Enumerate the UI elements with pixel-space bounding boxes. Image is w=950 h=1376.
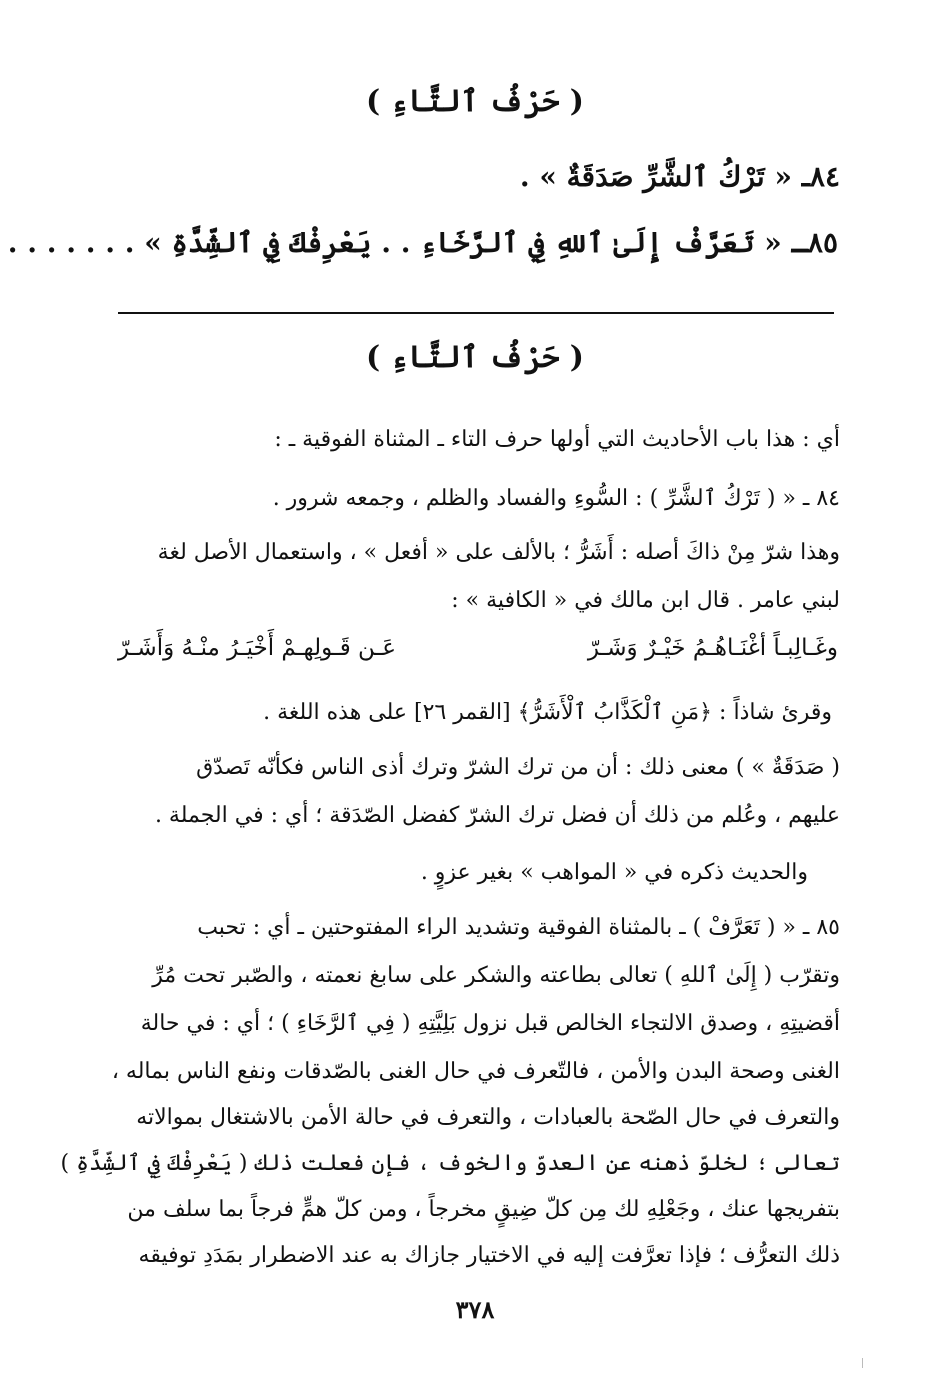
matn-hadith-84: ٨٤ـ « تَرْكُ ٱلشَّرِّ صَدَقَةٌ » . (519, 160, 840, 193)
verse-first-hemistich: وغَـالِبـاً أغْنَـاهُـمُ خَيْـرٌ وَشَـرّ (587, 635, 838, 661)
commentary-line-8: والحديث ذكره في « المواهب » بغير عزوٍ . (420, 860, 808, 885)
commentary-line-2: ٨٤ ـ « ( تَرْكُ ٱلشَّرِّ ) : السُّوءِ والفساد والظلم ، وجمعه شرور . (272, 486, 840, 511)
commentary-line-16: ذلك التعرُّف ؛ فإذا تعرَّفت إليه في الاختيار جازاك به عند الاضطرار بمَدَدِ توفيقه (138, 1243, 840, 1268)
section-divider (118, 312, 834, 314)
commentary-line-9: ٨٥ ـ « ( تَعَرَّفْ ) ـ بالمثناة الفوقية وتشديد الراء المفتوحتين ـ أي : تحبب (197, 915, 840, 940)
commentary-line-11: أقضيتِهِ ، وصدق الالتجاء الخالص قبل نزول بَلِيَّتِهِ ( فِي ٱلرَّخَاءِ ) ؛ أي : في حالة (140, 1011, 840, 1036)
commentary-line-12: الغنى وصحة البدن والأمن ، فالتّعرف في حال الغنى بالصّدقات ونفع الناس بماله ، (111, 1059, 840, 1084)
scan-mark (862, 1358, 863, 1368)
commentary-line-14: تعالى ؛ لخلوّ ذهنه عن العدوّ والخوف ، فإن فعلت ذلك ( يَعْرِفْكَ فِي ٱلشِّدَّةِ ) (60, 1151, 840, 1176)
commentary-line-7: عليهم ، وعُلم من ذلك أن فضل ترك الشرّ كفضل الصّدَقة ؛ أي : في الجملة . (154, 803, 840, 828)
commentary-line-4: لبني عامر . قال ابن مالك في « الكافية » : (451, 588, 840, 613)
matn-hadith-85: ٨٥ـ « تَعَرَّفْ إِلَىٰ ٱللهِ فِي ٱلرَّخَاءِ . . يَعْرِفْكَ فِي ٱلشِّدَّةِ » . . . . . . . (7, 226, 838, 259)
page-number: ٣٧٨ (455, 1295, 495, 1324)
commentary-line-1: أي : هذا باب الأحاديث التي أولها حرف التاء ـ المثناة الفوقية ـ : (274, 427, 840, 452)
verse-second-hemistich: عَـن قَـولِهـمْ أَخْيَـرُ منْـهُ وَأَشَـرّ (118, 635, 396, 661)
commentary-line-13: والتعرف في حال الصّحة بالعبادات ، والتعرف في حالة الأمن بالاشتغال بموالاته (136, 1105, 840, 1130)
commentary-line-5: وقرئ شاذاً : ﴿مَنِ ٱلْكَذَّابُ ٱلْأَشَرُّ﴾ [القمر ٢٦] على هذه اللغة . (263, 700, 832, 725)
commentary-line-6: ( صَدَقَةٌ » ) معنى ذلك : أن من ترك الشرّ وترك أذى الناس فكأنّه تَصدّق (196, 755, 840, 780)
commentary-line-10: وتقرّب ( إِلَىٰ ٱللهِ ) تعالى بطاعته والشكر على سابغ نعمته ، والصّبر تحت مُرِّ (152, 963, 840, 988)
commentary-heading: ( حَرْفُ ٱلتَّاءِ ) (366, 340, 584, 375)
matn-heading: ( حَرْفُ ٱلتَّاءِ ) (366, 84, 584, 119)
commentary-line-15: بتفريجها عنك ، وجَعْلِهِ لك مِن كلّ ضِيقٍ مخرجاً ، ومن كلّ همٍّ فرجاً بما سلف من (127, 1197, 840, 1222)
commentary-line-3: وهذا شرّ مِنْ ذاكَ أصله : أَشَرُّ ؛ بالألف على « أفعل » ، واستعمال الأصل لغة (157, 540, 840, 565)
